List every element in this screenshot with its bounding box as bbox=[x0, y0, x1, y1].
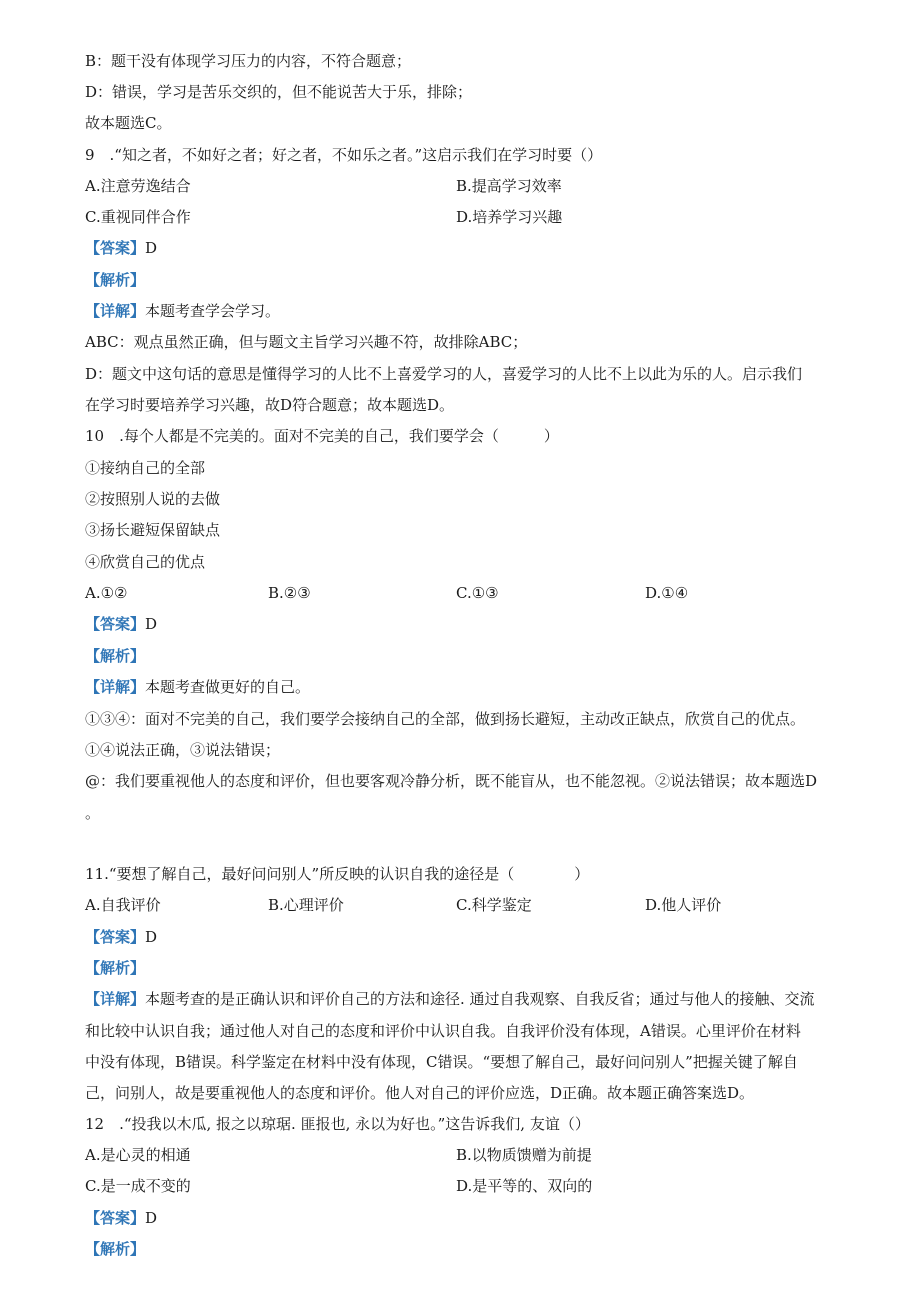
q9-line: ABC：观点虽然正确，但与题文主旨学习兴趣不符，故排除ABC； bbox=[85, 333, 528, 351]
answer-tag: 【答案】 bbox=[85, 928, 146, 946]
q11-option-b: B.心理评价 bbox=[268, 896, 344, 914]
q10-item: ①接纳自己的全部 bbox=[85, 459, 206, 477]
answer-value: D bbox=[145, 615, 158, 633]
question-11-stem: 11.“要想了解自己，最好问问别人”所反映的认识自我的途径是（ ） bbox=[85, 865, 590, 883]
answer-tag: 【答案】 bbox=[85, 239, 146, 257]
q10-item: ④欣赏自己的优点 bbox=[85, 553, 206, 571]
q11-option-c: C.科学鉴定 bbox=[456, 896, 532, 914]
answer-value: D bbox=[145, 1209, 158, 1227]
q10-item: ③扬长避短保留缺点 bbox=[85, 521, 221, 539]
q11-line: 中没有体现，B错误。科学鉴定在材料中没有体现，C错误。“要想了解自己，最好问问别人”把握关键了解自 bbox=[85, 1053, 798, 1071]
q12-option-a: A.是心灵的相通 bbox=[85, 1146, 191, 1164]
q9-option-b: B.提高学习效率 bbox=[456, 177, 562, 195]
answer-value: D bbox=[145, 928, 158, 946]
q12-option-b: B.以物质馈赠为前提 bbox=[456, 1146, 592, 1164]
q10-answer bbox=[85, 614, 157, 634]
q12-answer bbox=[85, 1208, 157, 1228]
q12-analysis-tag: 【解析】 bbox=[85, 1240, 146, 1258]
q9-answer bbox=[85, 238, 157, 258]
q10-line: ①④说法正确，③说法错误； bbox=[85, 741, 281, 759]
q11-line: 己，问别人，故是要重视他人的态度和评价。他人对自己的评价应选，D正确。故本题正确答案选D。 bbox=[85, 1084, 755, 1102]
q10-item: ②按照别人说的去做 bbox=[85, 490, 221, 508]
q9-option-c: C.重视同伴合作 bbox=[85, 208, 191, 226]
question-10-stem: 10 .每个人都是不完美的。面对不完美的自己，我们要学会（ ） bbox=[85, 427, 559, 445]
detail-text: 本题考查学会学习。 bbox=[145, 302, 281, 320]
q10-option-d: D.①④ bbox=[645, 584, 689, 602]
q10-line: 。 bbox=[85, 804, 101, 822]
q10-line: @：我们要重视他人的态度和评价，但也要客观冷静分析，既不能盲从，也不能忽视。②说法错误；故本题选D bbox=[85, 772, 818, 790]
q12-option-c: C.是一成不变的 bbox=[85, 1177, 191, 1195]
option-b-explanation: B：题干没有体现学习压力的内容，不符合题意； bbox=[85, 52, 412, 70]
answer-value: D bbox=[145, 239, 158, 257]
q10-line: ①③④：面对不完美的自己，我们要学会接纳自己的全部，做到扬长避短，主动改正缺点，欣赏自己的优点。 bbox=[85, 710, 806, 728]
q9-option-a: A.注意劳逸结合 bbox=[85, 177, 191, 195]
question-9-stem: 9 .“知之者，不如好之者；好之者，不如乐之者。”这启示我们在学习时要（） bbox=[85, 146, 603, 164]
detail-text: 本题考查做更好的自己。 bbox=[145, 678, 311, 696]
q9-analysis-tag: 【解析】 bbox=[85, 271, 146, 289]
q9-line: 在学习时要培养学习兴趣，故D符合题意；故本题选D。 bbox=[85, 396, 455, 414]
question-12-stem: 12 .“投我以木瓜, 报之以琼琚. 匪报也, 永以为好也。”这告诉我们, 友谊（） bbox=[85, 1115, 590, 1133]
q10-option-c: C.①③ bbox=[456, 584, 499, 602]
detail-tag: 【详解】 bbox=[85, 990, 146, 1008]
q11-line: 和比较中认识自我；通过他人对自己的态度和评价中认识自我。自我评价没有体现，A错误。心里评价在材料 bbox=[85, 1022, 801, 1040]
answer-tag: 【答案】 bbox=[85, 615, 146, 633]
conclusion: 故本题选C。 bbox=[85, 114, 172, 132]
q11-option-a: A.自我评价 bbox=[85, 896, 161, 914]
q9-option-d: D.培养学习兴趣 bbox=[456, 208, 563, 226]
q10-detail bbox=[85, 677, 310, 697]
detail-tag: 【详解】 bbox=[85, 678, 146, 696]
detail-text: 本题考查的是正确认识和评价自己的方法和途径. 通过自我观察、自我反省；通过与他人的接触、交流 bbox=[145, 990, 815, 1008]
q11-detail bbox=[85, 989, 815, 1009]
q11-answer bbox=[85, 927, 157, 947]
q9-line: D：题文中这句话的意思是懂得学习的人比不上喜爱学习的人，喜爱学习的人比不上以此为乐的人。启示我们 bbox=[85, 365, 803, 383]
q11-analysis-tag: 【解析】 bbox=[85, 959, 146, 977]
q9-detail bbox=[85, 301, 280, 321]
q10-analysis-tag: 【解析】 bbox=[85, 647, 146, 665]
q11-option-d: D.他人评价 bbox=[645, 896, 722, 914]
detail-tag: 【详解】 bbox=[85, 302, 146, 320]
option-d-explanation: D：错误，学习是苦乐交织的，但不能说苦大于乐，排除； bbox=[85, 83, 473, 101]
q10-option-b: B.②③ bbox=[268, 584, 311, 602]
answer-tag: 【答案】 bbox=[85, 1209, 146, 1227]
q10-option-a: A.①② bbox=[85, 584, 128, 602]
q12-option-d: D.是平等的、双向的 bbox=[456, 1177, 593, 1195]
